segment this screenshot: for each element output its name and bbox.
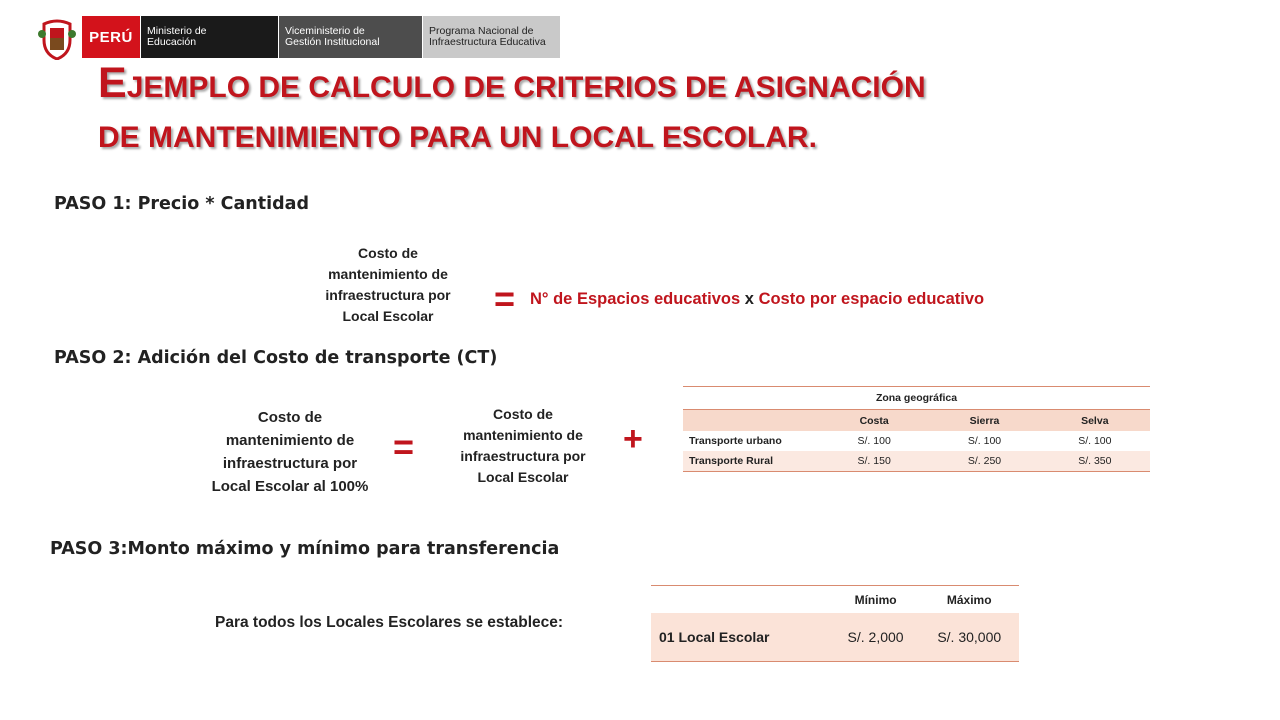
step2-equals-sign: = <box>393 426 415 467</box>
table-cell: S/. 150 <box>819 451 929 472</box>
column-header: Selva <box>1040 410 1150 432</box>
step2-plus-sign: + <box>623 420 643 458</box>
coat-of-arms-icon <box>38 18 76 60</box>
table-header-row <box>651 586 1019 614</box>
min-max-table <box>651 585 1019 662</box>
slide-title: EJEMPLO DE CALCULO DE CRITERIOS DE ASIGNACIÓN DE MANTENIMIENTO PARA UN LOCAL ESCOLAR. <box>98 59 926 154</box>
zone-header: Zona geográfica <box>683 387 1150 410</box>
table-cell: S/. 2,000 <box>832 613 920 662</box>
table-cell: S/. 100 <box>857 435 891 447</box>
table-row <box>683 451 1150 472</box>
viceministry-logo: Viceministerio de Gestión Institucional <box>279 16 422 58</box>
column-header: Mínimo <box>832 586 920 614</box>
step1-equals-sign: = <box>494 278 516 319</box>
step1-left-label: Costo de mantenimiento de infraestructura por Local Escolar <box>325 245 451 324</box>
program-logo: Programa Nacional de Infraestructura Educativa <box>423 16 560 58</box>
step3-heading: PASO 3:Monto máximo y mínimo para transferencia <box>50 539 560 559</box>
header-logos <box>38 16 546 60</box>
table-cell: S/. 30,000 <box>919 613 1019 662</box>
column-header: Sierra <box>929 410 1039 432</box>
step2-left-label: Costo de mantenimiento de infraestructura por Local Escolar al 100% <box>211 409 369 495</box>
column-header: Máximo <box>919 586 1019 614</box>
column-header <box>651 586 832 614</box>
step2-heading: PASO 2: Adición del Costo de transporte (CT) <box>54 348 498 368</box>
column-header: Costa <box>819 410 929 432</box>
step1-operator: x <box>744 290 754 308</box>
table-row <box>683 431 1150 451</box>
row-label: Transporte Rural <box>683 451 819 472</box>
step3-text: Para todos los Locales Escolares se establece: <box>215 614 564 631</box>
step1-formula <box>530 290 984 309</box>
table-header-row <box>683 410 1150 432</box>
column-header <box>683 410 819 432</box>
table-cell: S/. 100 <box>967 435 1002 447</box>
row-label: Transporte urbano <box>689 435 782 447</box>
peru-logo: PERÚ <box>82 16 140 58</box>
step1-term1: N° de Espacios educativos <box>530 290 741 308</box>
ministry-logo: Ministerio de Educación <box>141 16 278 58</box>
row-label: 01 Local Escolar <box>651 613 832 662</box>
table-row <box>651 613 1019 662</box>
table-cell: S/. 350 <box>1040 451 1150 472</box>
step2-middle-label: Costo de mantenimiento de infraestructura por Local Escolar <box>460 406 586 485</box>
step1-term2: Costo por espacio educativo <box>758 290 985 308</box>
table-cell: S/. 250 <box>929 451 1039 472</box>
table-cell: S/. 100 <box>1078 435 1112 447</box>
transport-cost-table <box>683 386 1150 472</box>
step1-heading: PASO 1: Precio * Cantidad <box>54 194 309 214</box>
